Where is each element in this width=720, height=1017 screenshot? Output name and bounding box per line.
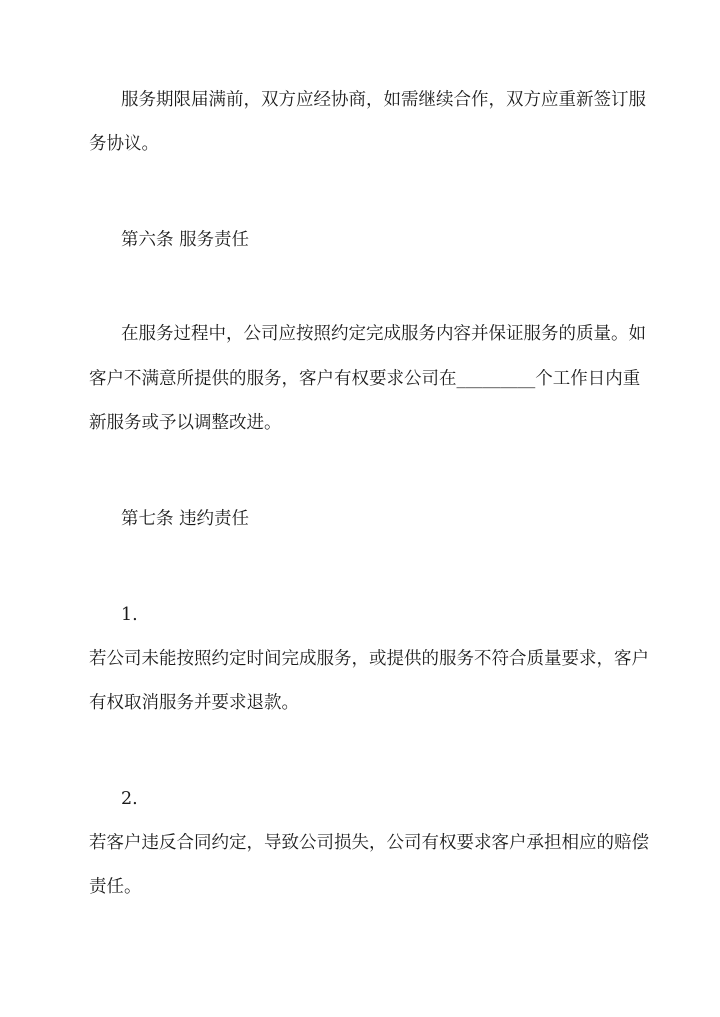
paragraph-text: 客户不满意所提供的服务，客户有权要求公司在 (89, 369, 457, 389)
paragraph-text: 个工作日内重 (535, 369, 641, 389)
list-item-number: 1. (121, 605, 138, 625)
paragraph-line (0, 367, 720, 391)
list-item-line: 若公司未能按照约定时间完成服务，或提供的服务不符合质量要求，客户 (89, 649, 649, 669)
paragraph-line: 在服务过程中，公司应按照约定完成服务内容并保证服务的质量。如 (121, 324, 646, 344)
fill-in-blank: _________ (456, 369, 536, 389)
paragraph-line: 新服务或予以调整改进。 (89, 413, 282, 433)
article-7-heading: 第七条 违约责任 (121, 509, 250, 529)
article-6-heading: 第六条 服务责任 (121, 230, 250, 250)
list-item-line: 若客户违反合同约定，导致公司损失，公司有权要求客户承担相应的赔偿 (89, 833, 649, 853)
list-item-line: 责任。 (89, 877, 142, 897)
list-item-number: 2. (121, 789, 138, 809)
paragraph-line: 务协议。 (89, 134, 159, 154)
list-item-line: 有权取消服务并要求退款。 (89, 693, 299, 713)
paragraph-line: 服务期限届满前，双方应经协商，如需继续合作，双方应重新签订服 (121, 90, 646, 110)
